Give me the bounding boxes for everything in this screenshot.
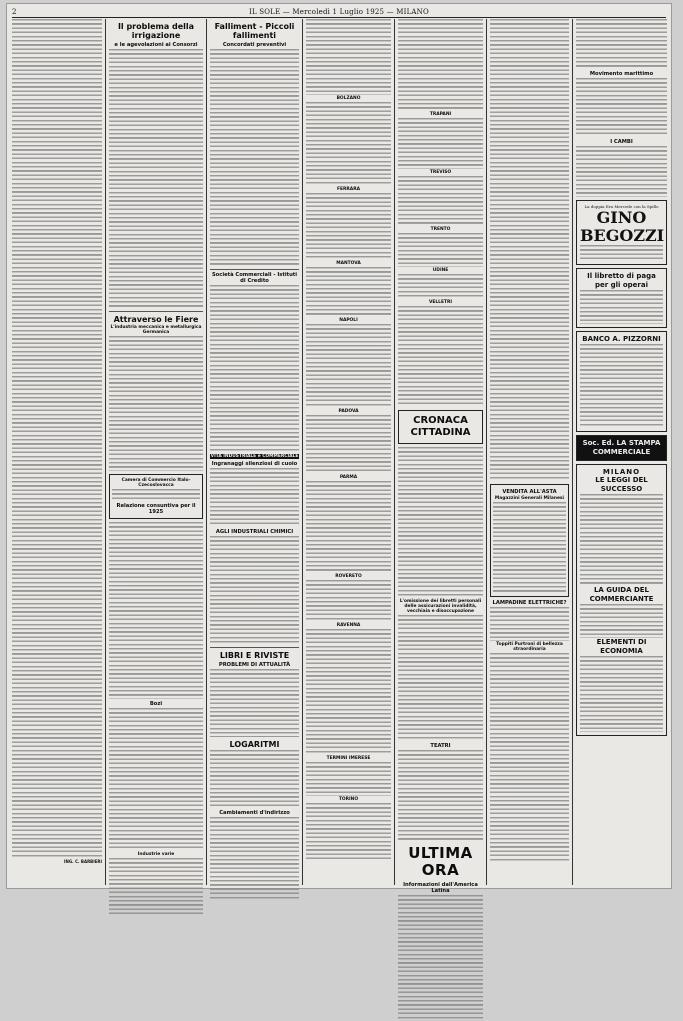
- city-heading: PADOVA: [338, 409, 359, 415]
- article-body: [306, 580, 391, 622]
- ad-libretto: [576, 268, 667, 328]
- auction-notice: [490, 484, 569, 597]
- auction-body: [493, 502, 566, 594]
- city-heading: NAPOLI: [339, 318, 358, 324]
- column-rule: [302, 19, 303, 885]
- subhead-irrigation: e le agevolazioni ai Consorzi: [114, 42, 198, 48]
- column-rule: [206, 19, 207, 885]
- article-body: [398, 233, 483, 267]
- lamp-sub: Toppiti Purtroni di bellezza straordinaria: [496, 641, 563, 652]
- chamber-report: Relazione consuntiva per il 1925: [116, 503, 196, 516]
- city-heading: TERMINI IMERESE: [326, 756, 371, 762]
- article-body: [306, 267, 391, 317]
- ad-guida: LA GUIDA DEL COMMERCIANTE: [589, 586, 654, 604]
- article-body: [398, 306, 483, 407]
- column-5: [398, 19, 483, 895]
- section-logarithms: LOGARITMI: [229, 739, 280, 749]
- city-heading: TRAPANI: [429, 112, 452, 118]
- ad-begozzi-intro: La doppia Era Mercede con la Spillo: [584, 203, 659, 209]
- teatri-heading: TEATRI: [430, 742, 451, 749]
- section-companies: Società Commerciali - Istituti di Credito: [211, 272, 298, 285]
- article-body: [576, 146, 667, 196]
- chamber-box: [109, 474, 203, 520]
- section-address: Cambiamenti d'indirizzo: [219, 810, 290, 817]
- cronaca-subhead: L'omissione dei libretti personali delle assicurazioni invalidità, vecchiaia e disoccupazione: [399, 598, 482, 614]
- article-body: [490, 607, 569, 641]
- column-6: [490, 19, 569, 885]
- ultima-ora-subhead: Informazioni dall'America Latina: [403, 882, 478, 895]
- chamber-address: [112, 489, 200, 502]
- divider: [210, 269, 299, 270]
- ad-begozzi: [576, 200, 667, 266]
- city-heading: PARMA: [339, 474, 358, 480]
- article-body: [398, 118, 483, 168]
- chamber-title: Camera di Commercio Italo-Czecoslovacca: [121, 477, 191, 488]
- city-heading: UDINE: [432, 267, 449, 273]
- article-body: [210, 750, 299, 809]
- maritime-heading: Movimento marittimo: [589, 71, 654, 78]
- lamp-title: LAMPADINE ELETTRICHE?: [492, 600, 567, 607]
- ad-libretto-body: [580, 290, 663, 324]
- section-industrie: Industrie varie: [137, 851, 175, 857]
- article-body: [398, 895, 483, 1021]
- article-body: [306, 324, 391, 408]
- article-body: [109, 336, 203, 470]
- article-body: [12, 19, 102, 859]
- column-1: [12, 19, 102, 885]
- ad-economia-text: [580, 656, 663, 732]
- article-body: [398, 176, 483, 226]
- city-heading: VELLETRI: [428, 299, 452, 305]
- column-rule: [572, 19, 573, 885]
- article-body: [576, 78, 667, 137]
- article-body: [210, 49, 299, 267]
- ad-stampa-title: Soc. Ed. LA STAMPA COMMERCIALE: [582, 438, 661, 456]
- masthead-line: IL SOLE — Mercoledì 1 Luglio 1925 — MILANO: [249, 8, 429, 16]
- divider: [210, 647, 299, 648]
- cronaca-box: [398, 410, 483, 444]
- auction-title: VENDITA ALL'ASTA: [502, 489, 557, 495]
- article-body: [306, 629, 391, 755]
- article-body: [306, 193, 391, 260]
- article-body: [306, 481, 391, 573]
- article-body: [109, 858, 203, 917]
- column-3: [210, 19, 299, 885]
- city-heading: BOLZANO: [336, 95, 361, 101]
- ad-stampa: [576, 435, 667, 461]
- subhead-books: PROBLEMI DI ATTUALITÀ: [218, 662, 291, 669]
- ad-stampa-body: [576, 464, 667, 736]
- article-body: [109, 49, 203, 309]
- article-body: [398, 750, 483, 842]
- cambi-heading: I CAMBI: [610, 139, 633, 146]
- page-number: 2: [12, 8, 17, 16]
- article-body: [576, 19, 667, 69]
- column-rule: [105, 19, 106, 885]
- section-bozi: Bozi: [149, 700, 163, 707]
- ad-stampa-book: LE LEGGI DEL SUCCESSO: [595, 475, 648, 493]
- ad-libretto-title: Il libretto di paga per gli operai: [587, 272, 656, 290]
- auction-sub: Magazzini Generali Milanesi: [494, 496, 565, 501]
- cronaca-title: CRONACA CITTADINA: [410, 414, 471, 438]
- article-body: [210, 285, 299, 453]
- column-rule: [486, 19, 487, 885]
- article-body: [306, 415, 391, 474]
- city-heading: MANTOVA: [336, 260, 361, 266]
- ad-guida-text: [580, 604, 663, 638]
- divider: [109, 311, 203, 312]
- section-books: LIBRI E RIVISTE: [219, 651, 290, 661]
- city-heading: FERRARA: [337, 186, 360, 192]
- headline-fallimenti: Falliment - Piccoli fallimenti: [214, 22, 295, 40]
- ad-pizzorni: [576, 331, 667, 432]
- ad-pizzorni-name: BANCO A. PIZZORNI: [582, 334, 661, 343]
- article-body: [210, 817, 299, 901]
- article-body: [109, 522, 203, 698]
- headline-irrigation: Il problema della irrigazione: [117, 22, 195, 40]
- ultima-ora-heading: ULTIMA ORA: [408, 844, 473, 880]
- city-heading: ROVERETO: [335, 574, 362, 580]
- section-industrial: VITA INDUSTRIALE e COMMERCIALE: [210, 454, 299, 460]
- article-signature: ING. C. BARBIERI: [64, 859, 102, 864]
- subhead-industrial: Ingranaggi silenziosi di cuoio: [211, 461, 298, 468]
- article-body: [210, 669, 299, 736]
- newspaper-page: [6, 3, 672, 895]
- article-body: [306, 19, 391, 95]
- subhead-fiere: L'industria meccanica e metallurgica Germanica: [110, 325, 202, 336]
- ad-stampa-text: [580, 494, 663, 586]
- article-body: [398, 615, 483, 741]
- ad-begozzi-body: [580, 245, 663, 262]
- ad-stampa-city: MILANO: [602, 467, 641, 476]
- article-body: [398, 274, 483, 299]
- ad-pizzorni-body: [580, 344, 663, 428]
- article-body: [306, 762, 391, 796]
- city-heading: RAVENNA: [336, 623, 361, 629]
- ad-begozzi-name: GINO BEGOZZI: [580, 207, 665, 245]
- city-heading: TRENTO: [430, 227, 451, 233]
- article-body: [490, 653, 569, 863]
- article-body: [210, 468, 299, 527]
- article-body: [398, 447, 483, 598]
- column-rule: [394, 19, 395, 885]
- article-body: [306, 803, 391, 862]
- column-7: [576, 19, 667, 885]
- section-chemical: AGLI INDUSTRIALI CHIMICI: [215, 529, 294, 536]
- column-4: [306, 19, 391, 885]
- ad-economia: ELEMENTI DI ECONOMIA: [596, 637, 647, 655]
- masthead: [12, 7, 666, 18]
- article-body: [109, 708, 203, 851]
- city-heading: TREVISO: [429, 169, 452, 175]
- article-body: [398, 19, 483, 111]
- article-body: [210, 536, 299, 645]
- headline-fiere: Attraverso le Fiere: [113, 315, 199, 325]
- article-body: [490, 19, 569, 481]
- column-2: [109, 19, 203, 885]
- subhead-concordati: Concordati preventivi: [222, 42, 287, 48]
- article-body: [306, 102, 391, 186]
- city-heading: TORINO: [338, 796, 359, 802]
